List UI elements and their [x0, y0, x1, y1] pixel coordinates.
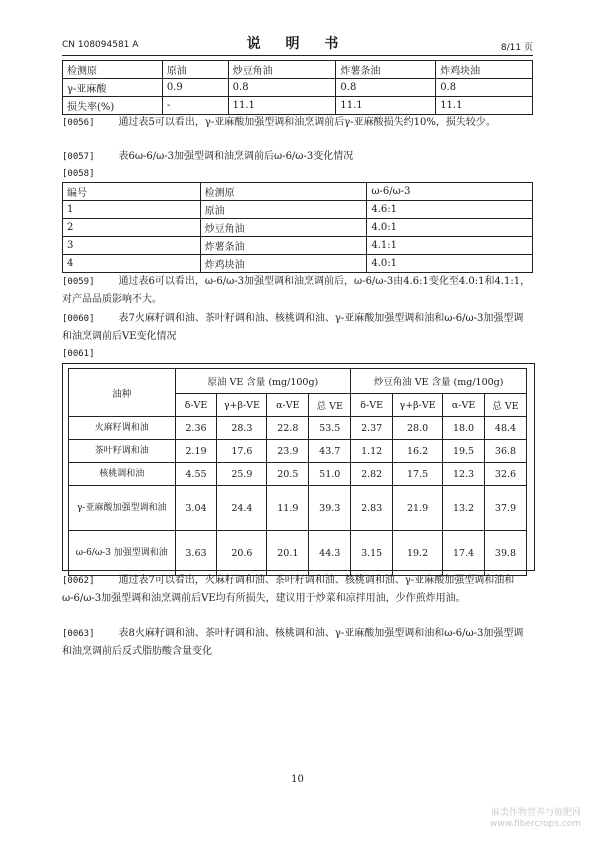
watermark-line: www.fibercrops.com [490, 819, 581, 829]
corner-header: 油种 [69, 369, 176, 417]
table-cell: 21.9 [393, 486, 443, 531]
table-cell: 3.04 [175, 486, 217, 531]
column-header: α-VE [443, 394, 485, 417]
paragraph-0062 [62, 572, 533, 607]
paragraph-number: [0058] [62, 169, 95, 179]
table-cell: 原油 [162, 61, 228, 79]
table-cell: 炒豆角油 [228, 61, 336, 79]
table-row [63, 183, 533, 201]
header-rule [62, 55, 533, 56]
table-cell: 炒豆角油 [200, 219, 367, 237]
group-header: 原油 VE 含量 (mg/100g) [175, 369, 351, 394]
table-cell: 32.6 [485, 463, 527, 486]
table-cell: 炸鸡块油 [200, 255, 367, 273]
table-cell: 损失率(%) [63, 97, 163, 115]
table-cell: 检测原 [200, 183, 367, 201]
table-cell: 17.6 [217, 440, 267, 463]
table-cell: 20.5 [267, 463, 309, 486]
paragraph-text: 表8火麻籽调和油、茶叶籽调和油、核桃调和油、γ-亚麻酸加强型调和油和ω-6/ω-3加强型调和油烹调前后反式脂肪酸含量变化 [62, 628, 524, 657]
table-cell: 36.8 [485, 440, 527, 463]
paragraph-text: 通过表5可以看出，γ-亚麻酸加强型调和油烹调前后γ-亚麻酸损失约10%，损失较少。 [118, 117, 496, 128]
table-cell: 39.3 [309, 486, 351, 531]
table-cell: 28.0 [393, 417, 443, 440]
table-cell: 2.19 [175, 440, 217, 463]
table-cell: 4.0:1 [367, 219, 533, 237]
table-cell: 编号 [63, 183, 201, 201]
table-cell: 0.8 [336, 79, 436, 97]
table-cell: 0.9 [162, 79, 228, 97]
table-5 [62, 60, 533, 115]
document-title: 说 明 书 [246, 36, 349, 52]
table-header-row [69, 369, 527, 394]
table-cell: γ-亚麻酸 [63, 79, 163, 97]
table-cell: 炸薯条油 [200, 237, 367, 255]
table-cell: 2.36 [175, 417, 217, 440]
column-header: 总 VE [309, 394, 351, 417]
paragraph-0060 [62, 310, 533, 345]
paragraph-number: [0056] [62, 118, 95, 128]
table-cell: 44.3 [309, 531, 351, 576]
paragraph-text: 表7火麻籽调和油、茶叶籽调和油、核桃调和油、γ-亚麻酸加强型调和油和ω-6/ω-3加强型调和油烹调前后VE变化情况 [62, 313, 524, 342]
table-cell: 11.1 [228, 97, 336, 115]
paragraph-text: 表6ω-6/ω-3加强型调和油烹调前后ω-6/ω-3变化情况 [118, 151, 354, 162]
paragraph-number: [0063] [62, 629, 95, 639]
table-cell: 53.5 [309, 417, 351, 440]
table-cell: 3.63 [175, 531, 217, 576]
table-row [69, 531, 527, 576]
table-cell: 检测原 [63, 61, 163, 79]
watermark [490, 808, 581, 830]
table-cell: 17.4 [443, 531, 485, 576]
row-label: 茶叶籽调和油 [69, 440, 176, 463]
column-header: 总 VE [485, 394, 527, 417]
table-cell: 39.8 [485, 531, 527, 576]
paragraph-0059 [62, 273, 533, 308]
paragraph-0057 [62, 148, 533, 166]
table-cell: ω-6/ω-3 [367, 183, 533, 201]
table-cell: 0.8 [228, 79, 336, 97]
table-row [63, 79, 533, 97]
table-cell: 25.9 [217, 463, 267, 486]
table-cell: 3.15 [351, 531, 393, 576]
table-cell: - [162, 97, 228, 115]
paragraph-number: [0062] [62, 576, 95, 586]
table-cell: 11.1 [336, 97, 436, 115]
paragraph-number: [0061] [62, 349, 95, 359]
table-row [69, 417, 527, 440]
watermark-line: 麻类作物营养与施肥网 [490, 808, 581, 818]
table-cell: 20.1 [267, 531, 309, 576]
table-cell: 22.8 [267, 417, 309, 440]
table-row [63, 219, 533, 237]
paragraph-number: [0059] [62, 277, 95, 287]
row-label: ω-6/ω-3 加强型调和油 [69, 531, 176, 576]
table-cell: 4.55 [175, 463, 217, 486]
table-cell: 48.4 [485, 417, 527, 440]
row-label: 核桃调和油 [69, 463, 176, 486]
table-cell: 0.8 [436, 79, 533, 97]
table-cell: 18.0 [443, 417, 485, 440]
table-row [63, 201, 533, 219]
table-cell: 1 [63, 201, 201, 219]
row-label: 火麻籽调和油 [69, 417, 176, 440]
table-cell: 2.82 [351, 463, 393, 486]
table-cell: 16.2 [393, 440, 443, 463]
table-cell: 51.0 [309, 463, 351, 486]
column-header: δ-VE [351, 394, 393, 417]
table-row [63, 61, 533, 79]
table-cell: 2.37 [351, 417, 393, 440]
column-header: δ-VE [175, 394, 217, 417]
table-cell: 4.6:1 [367, 201, 533, 219]
table-cell: 28.3 [217, 417, 267, 440]
table-cell: 17.5 [393, 463, 443, 486]
table-cell: 炸薯条油 [336, 61, 436, 79]
table-cell: 2 [63, 219, 201, 237]
row-label: γ-亚麻酸加强型调和油 [69, 486, 176, 531]
table-cell: 原油 [200, 201, 367, 219]
table-cell: 19.5 [443, 440, 485, 463]
table-row [69, 440, 527, 463]
table-7 [68, 368, 527, 576]
patent-number: CN 108094581 A [62, 40, 139, 50]
table-cell: 12.3 [443, 463, 485, 486]
table-row [63, 237, 533, 255]
paragraph-number: [0060] [62, 314, 95, 324]
table-cell: 19.2 [393, 531, 443, 576]
group-header: 炒豆角油 VE 含量 (mg/100g) [351, 369, 527, 394]
paragraph-0063 [62, 625, 533, 660]
table-row [69, 463, 527, 486]
table-cell: 13.2 [443, 486, 485, 531]
column-header: γ+β-VE [393, 394, 443, 417]
table-row [69, 486, 527, 531]
paragraph-0056 [62, 114, 533, 132]
paragraph-text: 通过表6可以看出，ω-6/ω-3加强型调和油烹调前后，ω-6/ω-3由4.6:1变化至4.0:1和4.1:1，对产品品质影响不大。 [62, 276, 531, 305]
table-cell: 11.9 [267, 486, 309, 531]
table-cell: 20.6 [217, 531, 267, 576]
table-cell: 43.7 [309, 440, 351, 463]
page-reference: 8/11 页 [500, 43, 533, 53]
table-cell: 2.83 [351, 486, 393, 531]
paragraph-text: 通过表7可以看出，火麻籽调和油、茶叶籽调和油、核桃调和油、γ-亚麻酸加强型调和油和ω-6/ω-3加强型调和油烹调前后VE均有所损失，建议用于炒菜和凉拌用油，少作煎炸用油。 [62, 575, 515, 604]
column-header: α-VE [267, 394, 309, 417]
table-cell: 4.1:1 [367, 237, 533, 255]
table-cell: 11.1 [436, 97, 533, 115]
page-number: 10 [291, 774, 304, 785]
table-row [63, 97, 533, 115]
column-header: γ+β-VE [217, 394, 267, 417]
table-cell: 1.12 [351, 440, 393, 463]
table-cell: 24.4 [217, 486, 267, 531]
table-cell: 37.9 [485, 486, 527, 531]
table-cell: 炸鸡块油 [436, 61, 533, 79]
paragraph-number: [0057] [62, 152, 95, 162]
table-cell: 23.9 [267, 440, 309, 463]
paragraph-0061 [62, 345, 533, 363]
table-cell: 3 [63, 237, 201, 255]
table-cell: 4.0:1 [367, 255, 533, 273]
table-cell: 4 [63, 255, 201, 273]
paragraph-0058 [62, 165, 533, 183]
table-row [63, 255, 533, 273]
table-6 [62, 182, 533, 273]
